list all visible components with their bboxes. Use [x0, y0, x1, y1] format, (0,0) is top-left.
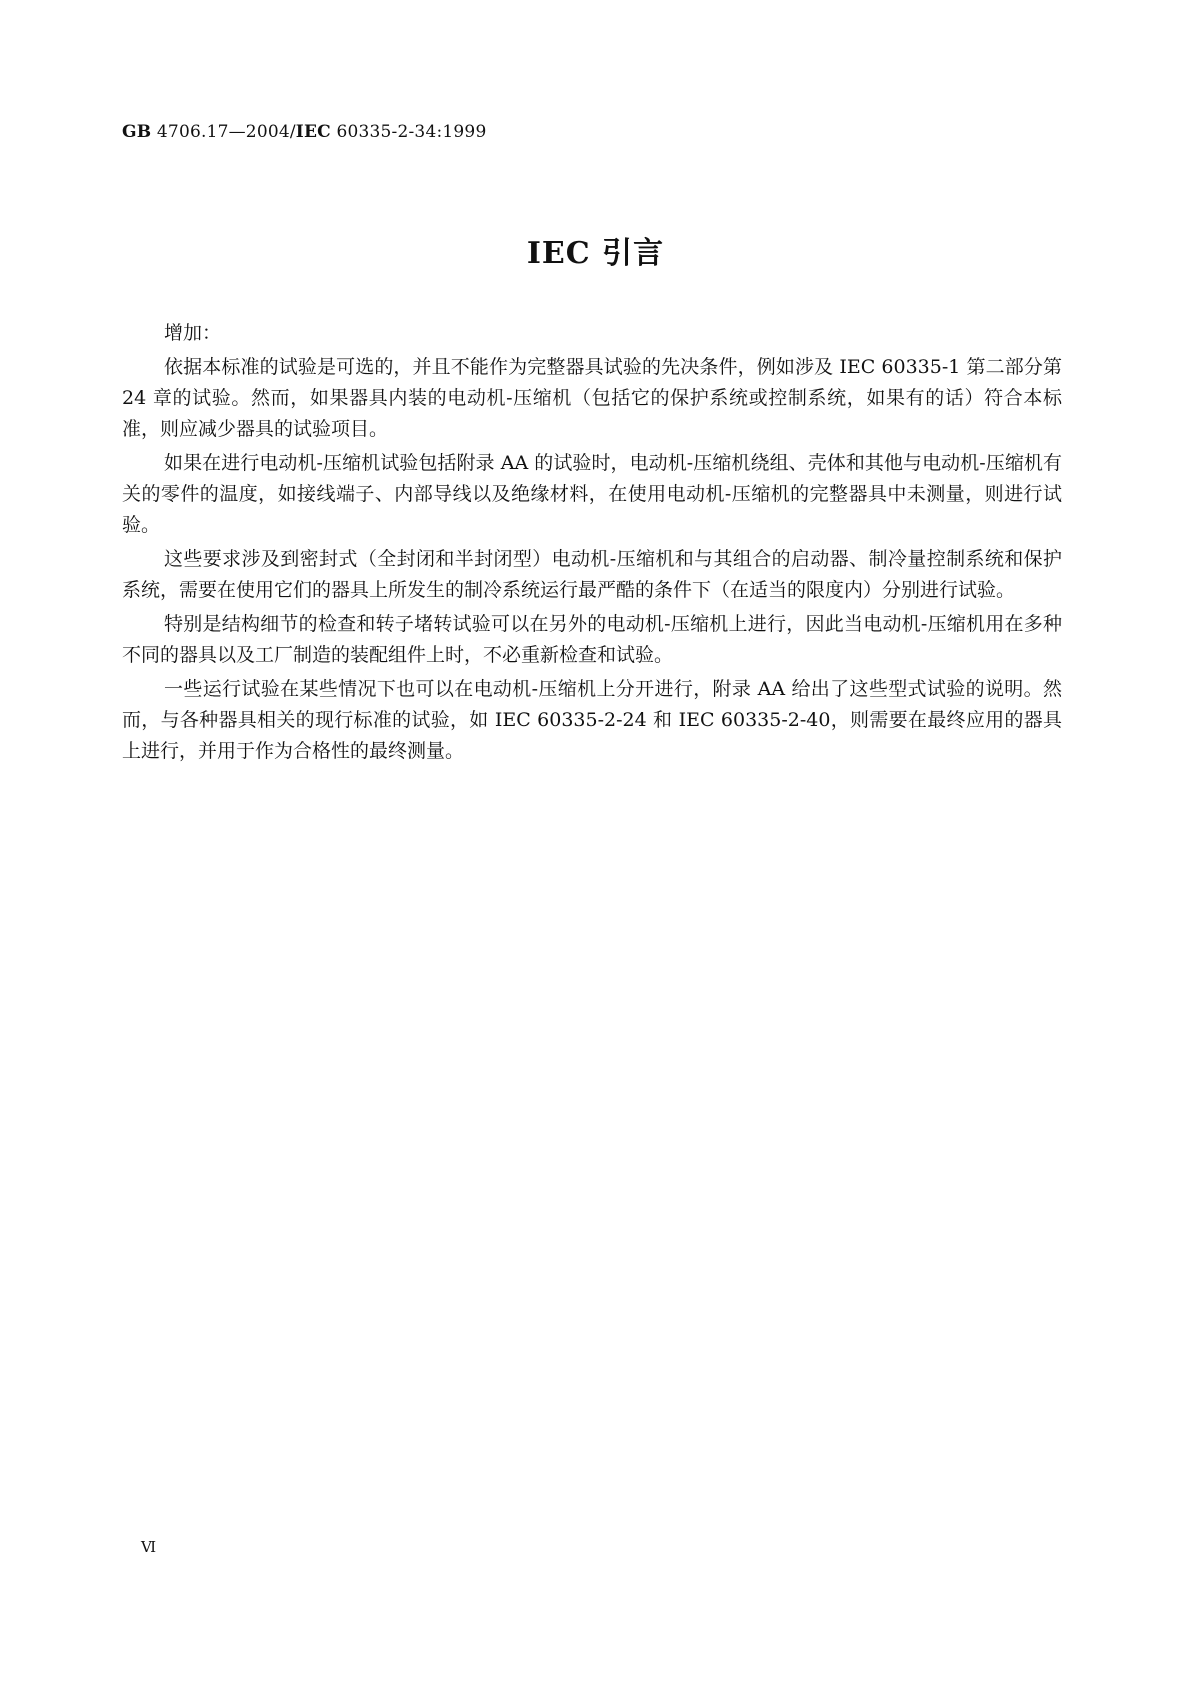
paragraph-3: 这些要求涉及到密封式（全封闭和半封闭型）电动机-压缩机和与其组合的启动器、制冷量控制系统和保护系统，需要在使用它们的器具上所发生的制冷系统运行最严酷的条件下（在适当的限度内）分别进行试验。 [122, 548, 1062, 601]
iec-code-prefix: IEC [295, 122, 331, 142]
paragraph-5: 一些运行试验在某些情况下也可以在电动机-压缩机上分开进行，附录 AA 给出了这些型式试验的说明。然而，与各种器具相关的现行标准的试验，如 IEC 60335-2-24 和 IEC 60335-2-40，则需要在最终应用的器具上进行，并用于作为合格性的最终测量。 [122, 678, 1062, 762]
page-title: IEC 引言 [526, 236, 665, 271]
paragraph-2: 如果在进行电动机-压缩机试验包括附录 AA 的试验时，电动机-压缩机绕组、壳体和其他与电动机-压缩机有关的零件的温度，如接线端子、内部导线以及绝缘材料，在使用电动机-压缩机的完整器具中未测量，则进行试验。 [122, 452, 1062, 536]
paragraph-1: 依据本标准的试验是可选的，并且不能作为完整器具试验的先决条件，例如涉及 IEC 60335-1 第二部分第 24 章的试验。然而，如果器具内装的电动机-压缩机（包括它的保护系统或控制系统，如果有的话）符合本标准，则应减少器具的试验项目。 [122, 356, 1062, 440]
document-body [122, 318, 1062, 770]
paragraph-addition-label: 增加： [164, 322, 222, 344]
page-number: Ⅵ [141, 1538, 157, 1556]
paragraph-4: 特别是结构细节的检查和转子堵转试验可以在另外的电动机-压缩机上进行，因此当电动机-压缩机用在多种不同的器具以及工厂制造的装配组件上时，不必重新检查和试验。 [122, 613, 1062, 666]
iec-code-number: 60335-2-34:1999 [336, 122, 487, 142]
standard-code-number: 4706.17—2004/ [156, 122, 296, 142]
standard-code-prefix: GB [122, 122, 152, 142]
page-header [122, 122, 486, 142]
